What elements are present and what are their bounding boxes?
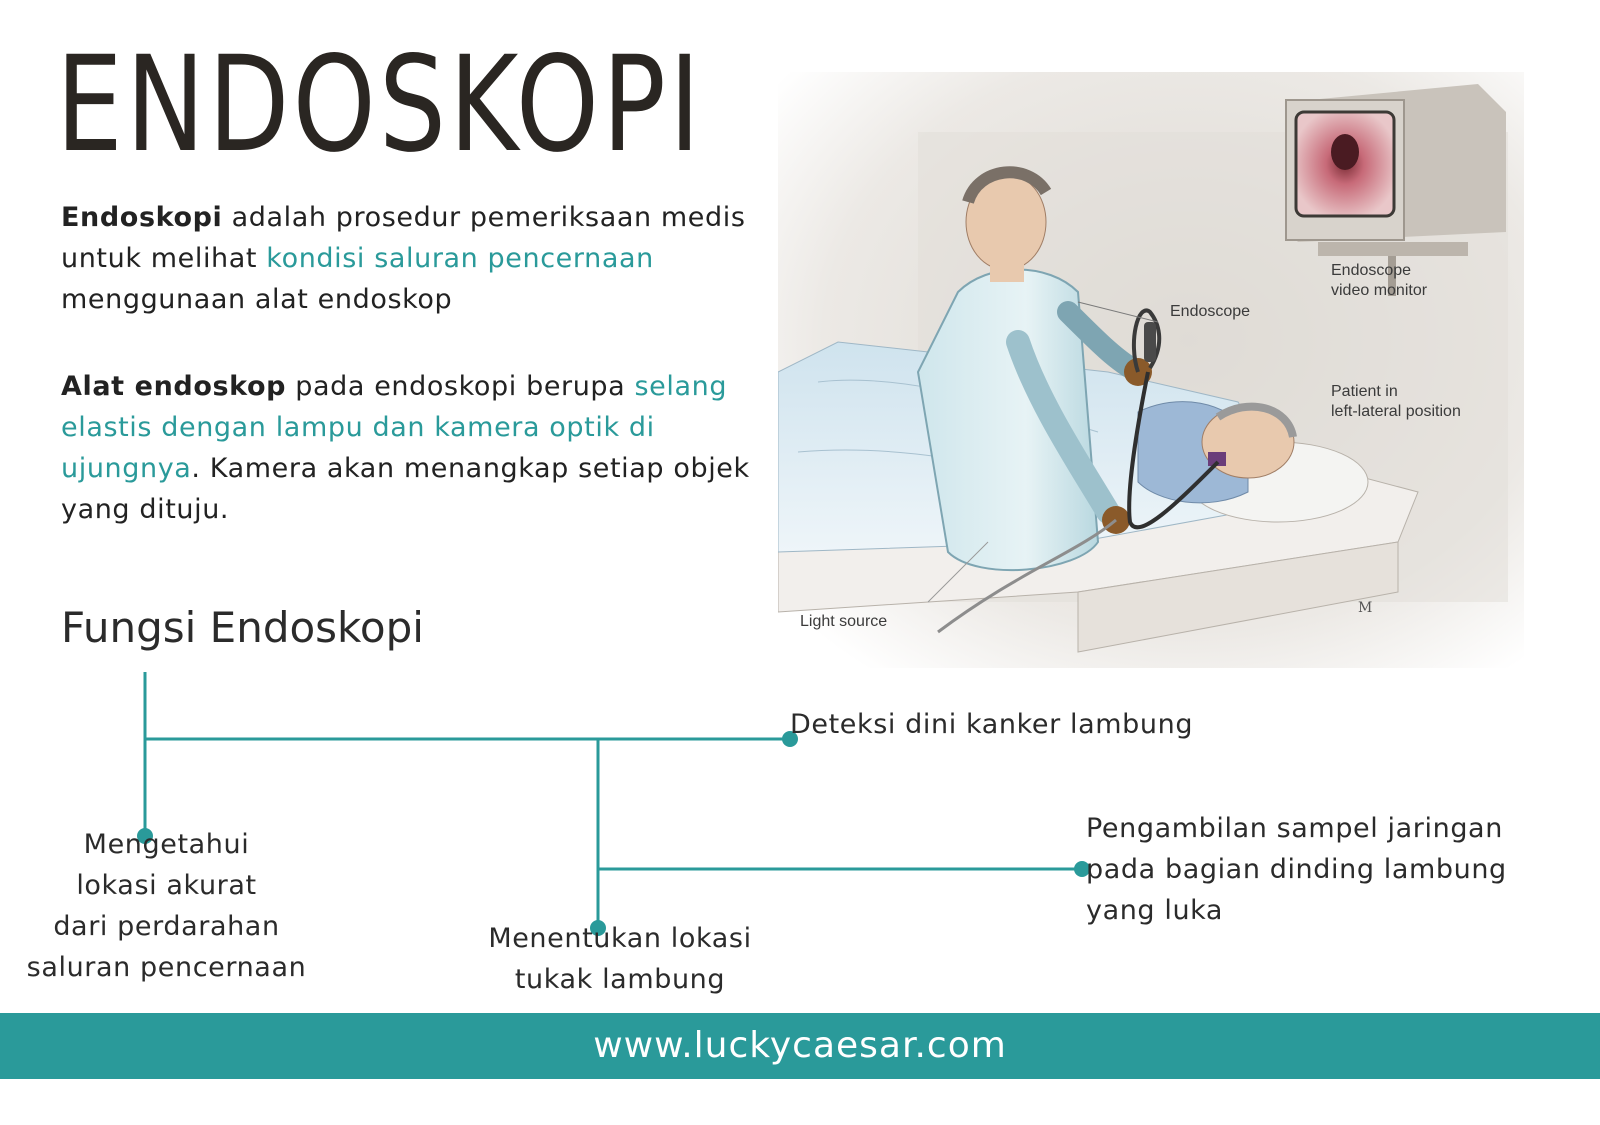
footer-website-link[interactable]: www.luckycaesar.com (593, 1025, 1007, 1066)
page-title: ENDOSKOPI (56, 28, 704, 182)
label-monitor-line2: video monitor (1331, 282, 1428, 299)
function-mengetahui-line: saluran pencernaan (26, 952, 307, 983)
function-mengetahui (14, 824, 319, 988)
label-light-source: Light source (800, 613, 888, 630)
function-menentukan (470, 918, 770, 1000)
label-monitor-line1: Endoscope (1331, 262, 1412, 279)
function-pengambilan-line: yang luka (1086, 895, 1224, 926)
function-pengambilan-line: pada bagian dinding lambung (1086, 854, 1507, 885)
label-patient-line2: left-lateral position (1331, 403, 1461, 420)
footer-bar (0, 1013, 1600, 1079)
intro-highlight: kondisi saluran pencernaan (266, 243, 654, 274)
label-patient-line1: Patient in (1331, 383, 1398, 400)
function-menentukan-line: tukak lambung (514, 964, 726, 995)
function-menentukan-line: Menentukan lokasi (488, 923, 752, 954)
function-pengambilan-line: Pengambilan sampel jaringan (1086, 813, 1503, 844)
term-alat-endoskop: Alat endoskop (61, 371, 287, 402)
function-deteksi: Deteksi dini kanker lambung (790, 709, 1194, 740)
intro-text: menggunaan alat endoskop (61, 284, 453, 315)
intro-text: . Kamera akan menangkap setiap objek yang dituju. (61, 453, 750, 525)
intro-text: pada endoskopi berupa (286, 371, 635, 402)
functions-heading: Fungsi Endoskopi (61, 603, 424, 652)
term-endoskopi: Endoskopi (61, 202, 223, 233)
function-pengambilan (1086, 808, 1566, 931)
artist-signature: M (1358, 600, 1373, 616)
function-mengetahui-line: dari perdarahan (53, 911, 280, 942)
label-endoscope: Endoscope (1170, 303, 1251, 320)
function-mengetahui-line: lokasi akurat (76, 870, 257, 901)
function-mengetahui-line: Mengetahui (83, 829, 250, 860)
intro-text: adalah prosedur pemeriksaan medis untuk melihat (61, 202, 746, 274)
intro-highlight: selang elastis dengan lampu dan kamera optik di ujungnya (61, 371, 728, 484)
